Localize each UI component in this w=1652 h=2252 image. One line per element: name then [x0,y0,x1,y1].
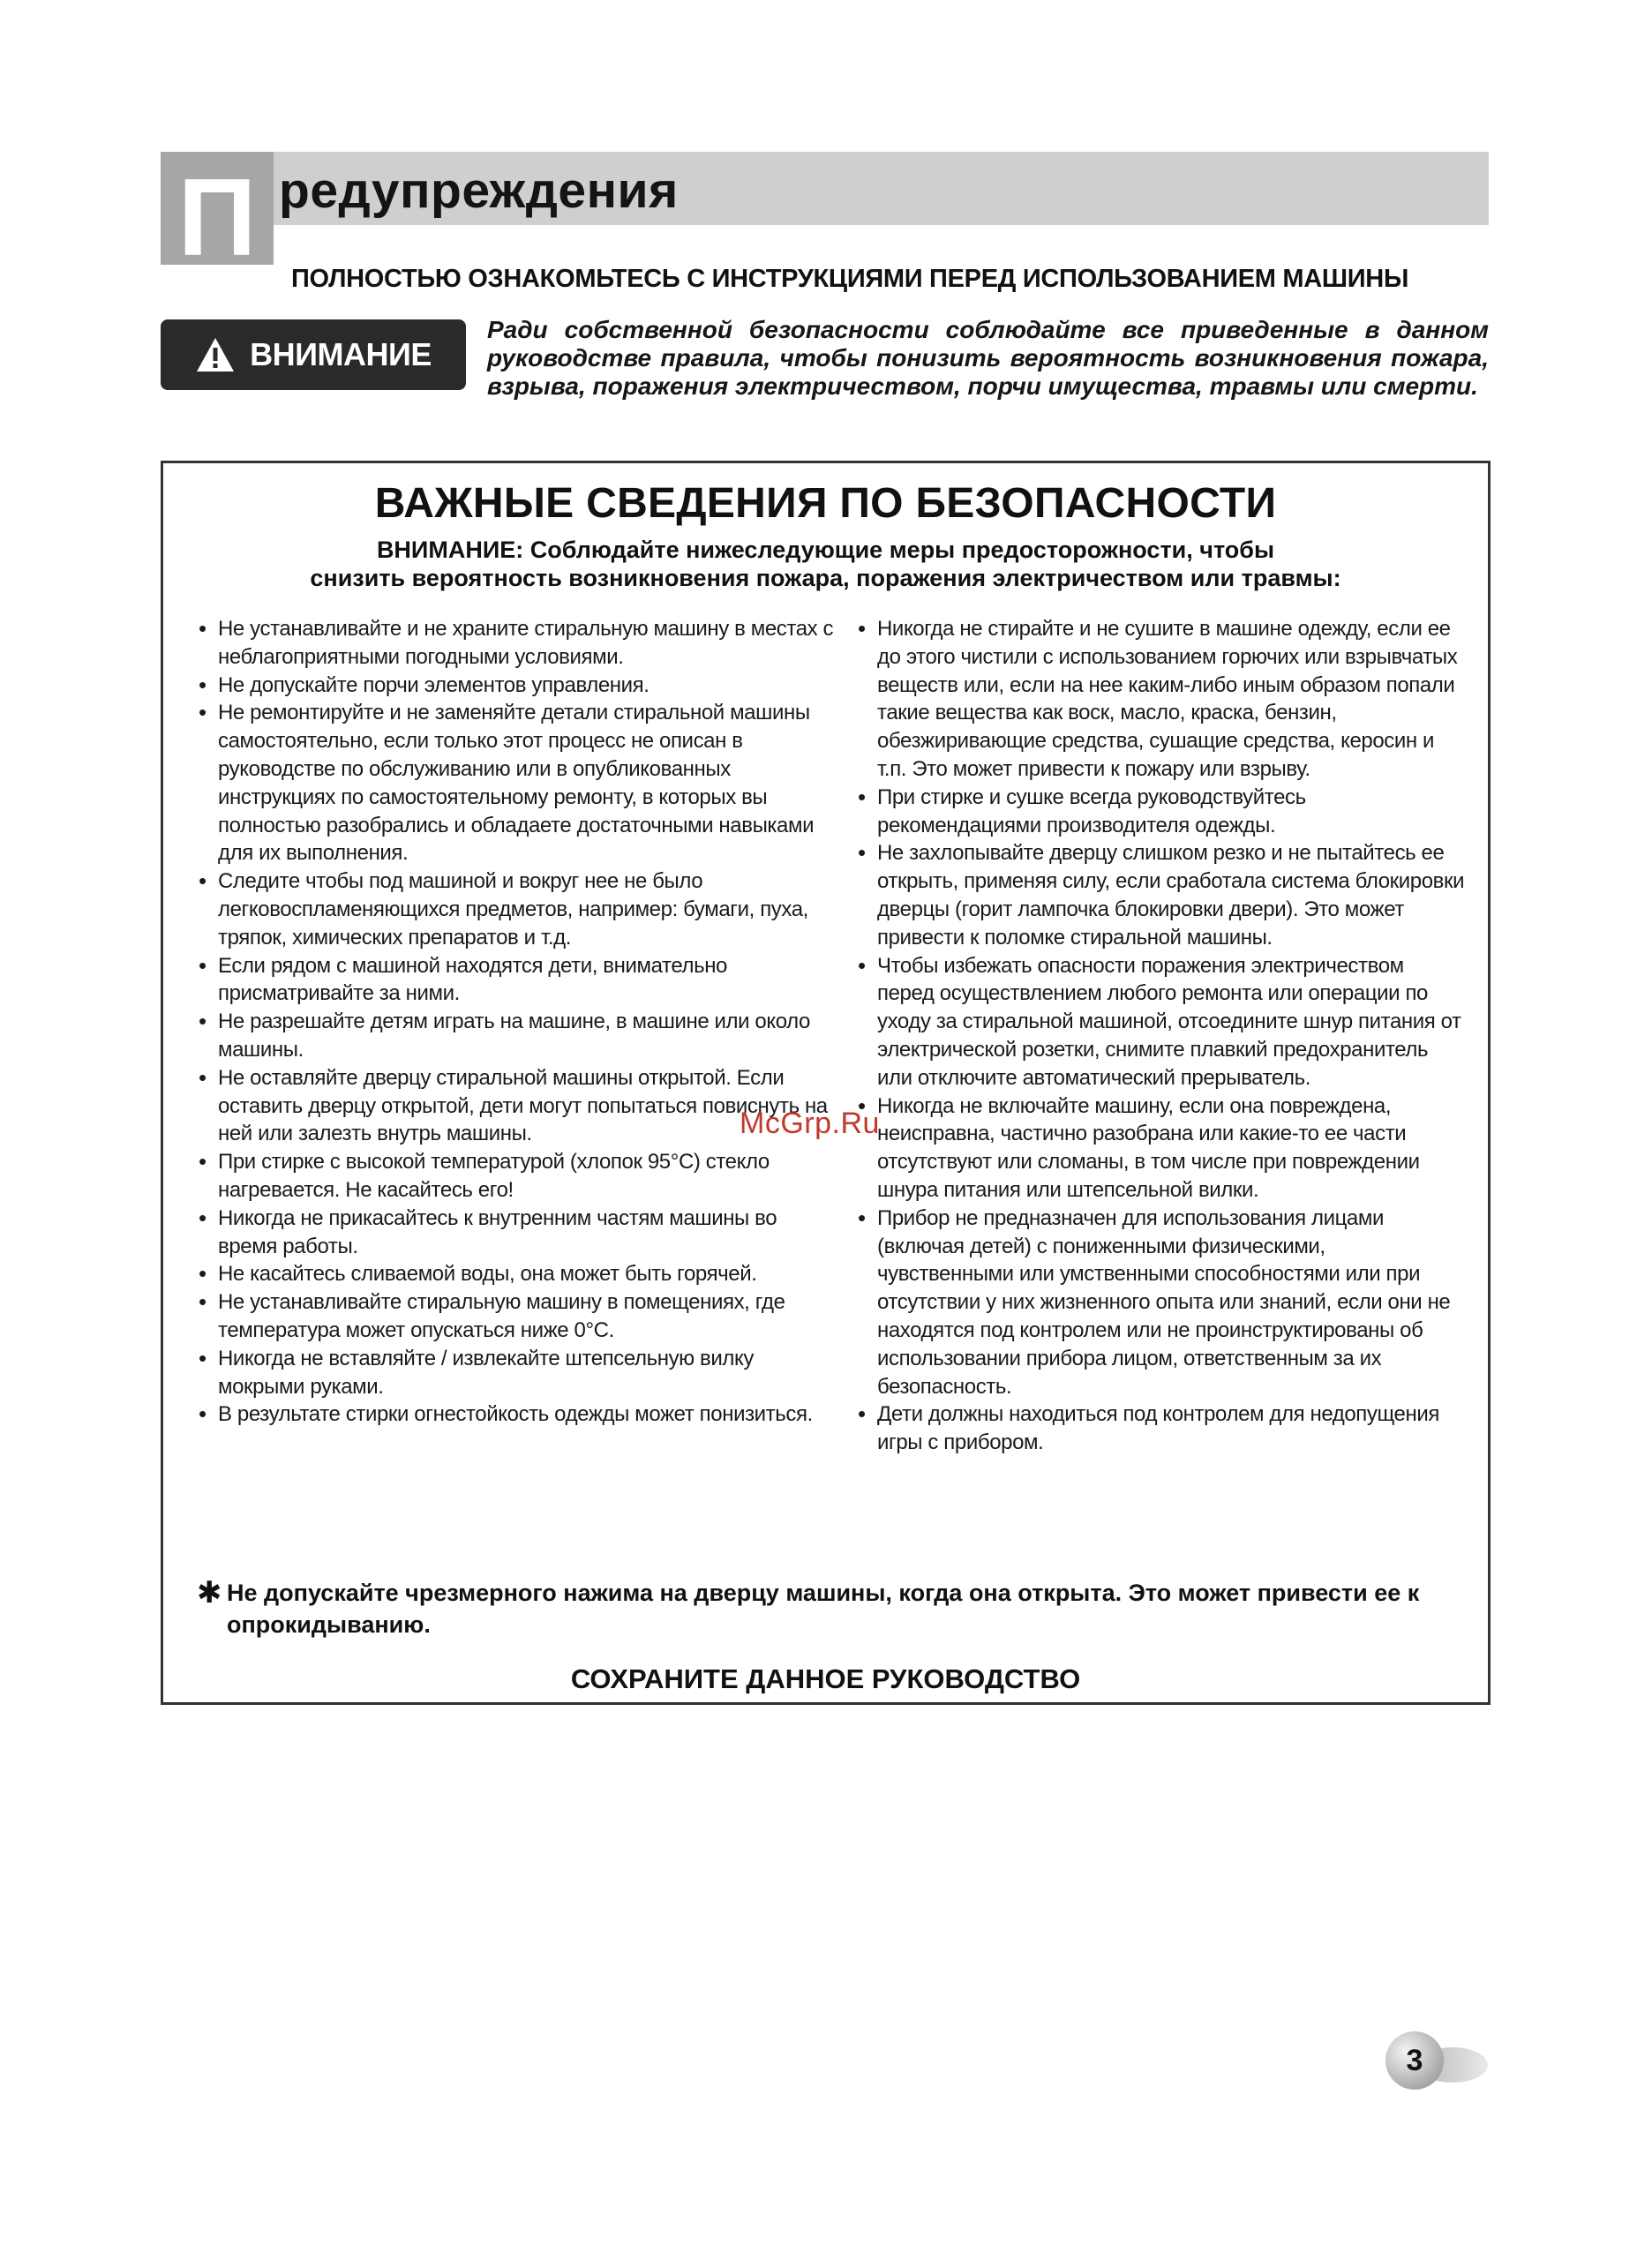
safety-list-right [856,615,1465,1457]
watermark: McGrp.Ru [740,1107,880,1140]
list-item: • Не устанавливайте стиральную машину в помещениях, где температура может опускаться ниже 0°С. [197,1288,841,1345]
warning-badge [161,319,466,390]
safety-caution [199,536,1453,592]
page-title: редупреждения [279,162,679,219]
list-item: • Не разрешайте детям играть на машине, в машине или около машины. [197,1008,841,1064]
list-item: • Следите чтобы под машиной и вокруг нее не было легковоспламеняющихся предметов, например: бумаги, пуха, тряпок, химических препаратов и т.д. [197,867,841,951]
list-item: • Никогда не прикасайтесь к внутренним частям машины во время работы. [197,1205,841,1261]
list-item: • При стирке с высокой температурой (хлопок 95°С) стекло нагревается. Не касайтесь его! [197,1148,841,1205]
page-number-badge [1384,2030,1490,2091]
warning-text: Ради собственной безопасности соблюдайте все приведенные в данном руководстве правила, чтобы понизить вероятность возникновения пожара, взрыва, поражения электричеством, порчи имущества, травмы или смерти. [487,316,1489,400]
list-item: • Никогда не стирайте и не сушите в машине одежду, если ее до этого чистили с использованием горючих или взрывчатых веществ или, если на нее каким-либо иным образом попали такие вещества как воск, масло, краска, бензин, обезжиривающие средства, сушащие средства, керосин и т.п. Это может привести к пожару или взрыву. [856,615,1465,784]
header-initial-letter: П [177,157,257,279]
safety-caution-line-1: ВНИМАНИЕ: Соблюдайте нижеследующие меры предосторожности, чтобы [376,537,1275,563]
list-item: • Не ремонтируйте и не заменяйте детали стиральной машины самостоятельно, если только этот процесс не описан в руководстве по обслуживанию или в опубликованных инструкциях по самостоятельному ремонту, в которых вы полностью разобрались и обладаете достаточными навыками для их выполнения. [197,699,841,867]
page-subtitle: ПОЛНОСТЬЮ ОЗНАКОМЬТЕСЬ С ИНСТРУКЦИЯМИ ПЕРЕД ИСПОЛЬЗОВАНИЕМ МАШИНЫ [291,265,1409,293]
list-item: • Никогда не вставляйте / извлекайте штепсельную вилку мокрыми руками. [197,1345,841,1401]
door-note-text: Не допускайте чрезмерного нажима на дверцу машины, когда она открыта. Это может привести ее к опрокидыванию. [227,1580,1420,1638]
list-item: • При стирке и сушке всегда руководствуйтесь рекомендациями производителя одежды. [856,784,1465,840]
warning-label: ВНИМАНИЕ [250,336,432,372]
header-letter-box [161,152,274,279]
save-manual-notice: СОХРАНИТЕ ДАННОЕ РУКОВОДСТВО [570,1663,1081,1694]
list-item: • Прибор не предназначен для использования лицами (включая детей) с пониженными физическими, чувственными или умственными способностями или при отсутствии у них жизненного опыта или знаний, если они не находятся под контролем или не проинструктированы об использовании прибора лицом, ответственным за их безопасность. [856,1205,1465,1401]
list-item: • Не допускайте порчи элементов управления. [197,672,841,700]
door-note [197,1577,1459,1640]
list-item: • Если рядом с машиной находятся дети, внимательно присматривайте за ними. [197,952,841,1009]
safety-info-box [161,461,1491,1705]
safety-box-title: ВАЖНЫЕ СВЕДЕНИЯ ПО БЕЗОПАСНОСТИ [374,480,1277,527]
list-item: • В результате стирки огнестойкость одежды может понизиться. [197,1400,841,1429]
list-item: • Чтобы избежать опасности поражения электричеством перед осуществлением любого ремонта или операции по уходу за стиральной машиной, отсоедините шнур питания от электрической розетки, снимите плавкий предохранитель или отключите автоматический прерыватель. [856,952,1465,1092]
page-number: 3 [1406,2044,1423,2077]
asterisk-icon: ✱ [197,1576,222,1610]
list-item: • Не касайтесь сливаемой воды, она может быть горячей. [197,1260,841,1288]
warning-triangle-icon [195,336,236,373]
list-item: • Не захлопывайте дверцу слишком резко и не пытайтесь ее открыть, применяя силу, если сработала система блокировки дверцы (горит лампочка блокировки двери). Это может привести к поломке стиральной машины. [856,839,1465,951]
list-item: • Не оставляйте дверцу стиральной машины открытой. Если оставить дверцу открытой, дети могут попытаться повиснуть на ней или залезть внутрь машины. [197,1064,841,1148]
safety-list-left [197,615,841,1429]
safety-caution-line-2: снизить вероятность возникновения пожара, поражения электричеством или травмы: [310,565,1341,591]
list-item: • Дети должны находиться под контролем для недопущения игры с прибором. [856,1400,1465,1457]
list-item: • Не устанавливайте и не храните стиральную машину в местах с неблагоприятными погодными условиями. [197,615,841,672]
list-item: • Никогда не включайте машину, если она повреждена, неисправна, частично разобрана или какие-то ее части отсутствуют или сломаны, в том числе при повреждении шнура питания или штепсельной вилки. [856,1092,1465,1205]
